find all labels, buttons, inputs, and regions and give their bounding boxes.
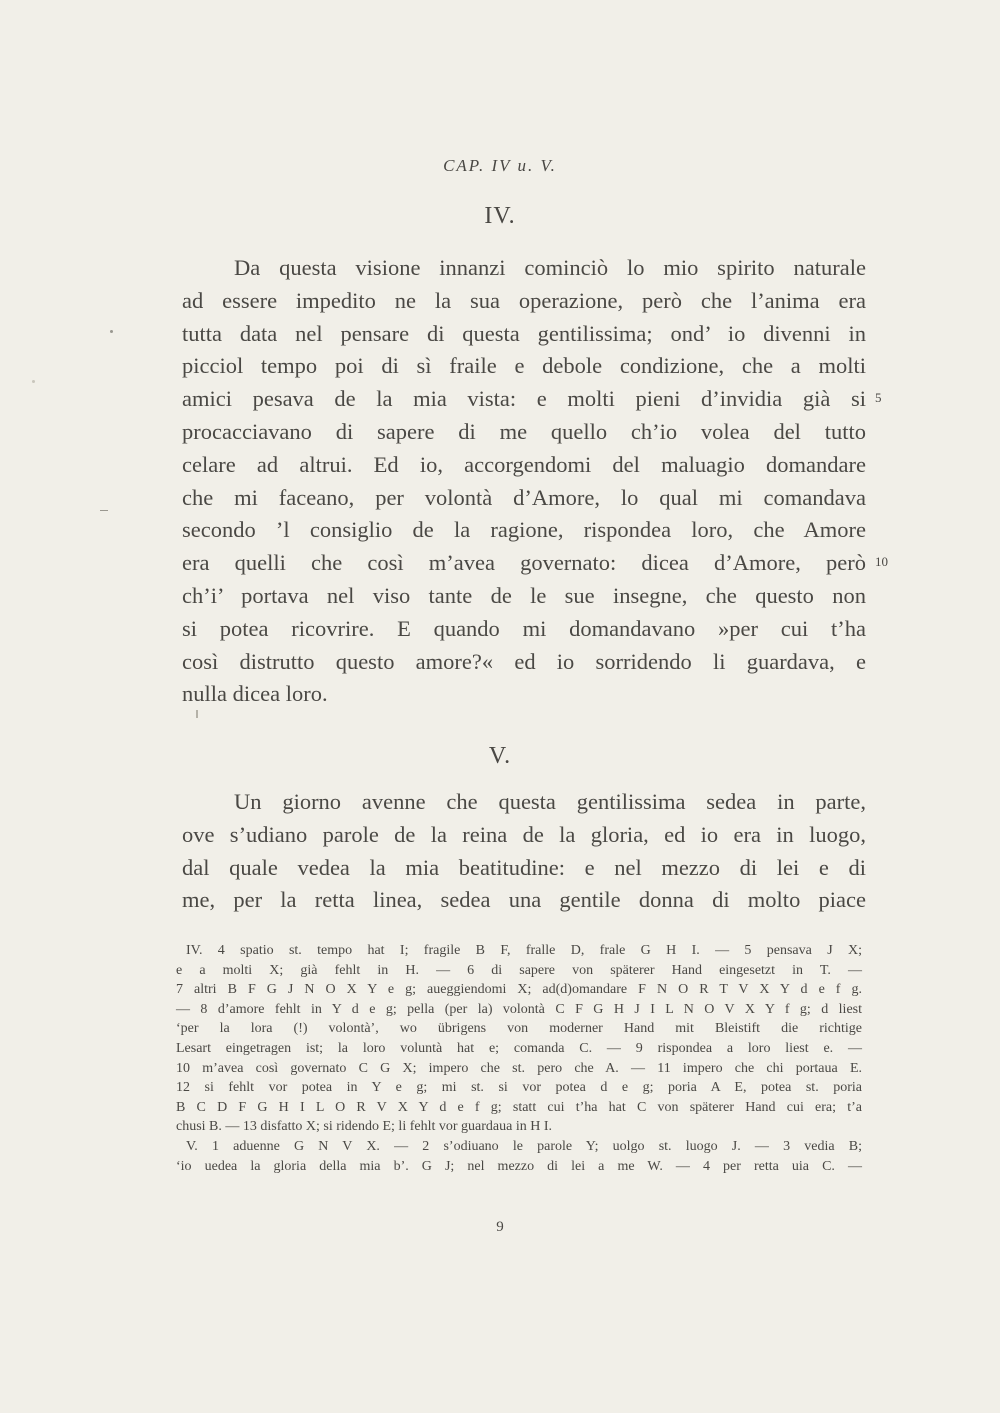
running-head: CAP. IV u. V. — [443, 156, 557, 175]
note-line: V. 1 aduenne G N V X. — 2 s’odiuano le parole Y; uolgo st. luogo J. — 3 vedia B; — [186, 1138, 862, 1154]
note-line: 10 m’avea così governato C G X; impero che st. pero che A. — 11 impero che chi portaua E. — [176, 1060, 862, 1076]
chapter-title-iv: IV. — [484, 203, 516, 229]
text-line: amici pesava de la mia vista: e molti pieni d’invidia già si — [182, 386, 866, 412]
text-line: me, per la retta linea, sedea una gentile donna di molto piace — [182, 887, 866, 913]
text-line: ad essere impedito ne la sua operazione, però che l’anima era — [182, 287, 866, 313]
note-line: B C D F G H I L O R V X Y d e f g; statt cui t’ha hat C von späterer Hand cui era; t’a — [176, 1099, 862, 1115]
chapter-v-text — [182, 786, 866, 917]
critical-apparatus — [176, 941, 862, 1176]
line-number: 10 — [875, 554, 888, 569]
note-line: ‘io uedea la gloria della mia b’. G J; nel mezzo di lei a me W. — 4 per retta uia C. — — [176, 1158, 862, 1174]
note-line: — 8 d’amore fehlt in Y d e g; pella (per la) volontà C F G H J I L N O V X Y f g; d liest — [176, 1001, 862, 1017]
text-line: procacciavano di sapere di me quello ch’io volea del tutto — [182, 418, 866, 444]
paper-speck — [32, 380, 35, 383]
text-line: celare ad altrui. Ed io, accorgendomi del maluagio domandare — [182, 451, 866, 477]
paper-speck — [196, 710, 198, 718]
line-number: 5 — [875, 390, 882, 405]
text-line: ch’i’ portava nel viso tante de le sue insegne, che questo non — [182, 582, 866, 608]
note-line: 12 si fehlt vor potea in Y e g; mi st. si vor potea d e g; poria A E, potea st. poria — [176, 1080, 862, 1096]
note-line: 7 altri B F G J N O X Y e g; aueggiendomi X; ad(d)omandare F N O R T V X Y d e f g. — [176, 982, 862, 998]
text-line: nulla dicea loro. — [182, 681, 328, 707]
text-line: secondo ’l consiglio de la ragione, rispondea loro, che Amore — [182, 517, 866, 543]
text-line: si potea ricovrire. E quando mi domandavano »per cui t’ha — [182, 615, 866, 641]
paper-speck — [100, 510, 108, 511]
paper-speck — [110, 330, 113, 333]
text-line: che mi faceano, per volontà d’Amore, lo qual mi comandava — [182, 484, 866, 510]
note-line: e a molti X; già fehlt in H. — 6 di sapere von späterer Hand eingesetzt in T. — — [176, 962, 862, 978]
chapter-iv-text — [182, 252, 866, 711]
note-line: chusi B. — 13 disfatto X; si ridendo E; li fehlt vor guardaua in H I. — [176, 1119, 552, 1135]
text-line: era quelli che così m’avea governato: dicea d’Amore, però — [182, 550, 866, 576]
text-line: così distrutto questo amore?« ed io sorridendo li guardava, e — [182, 648, 866, 674]
chapter-title-v: V. — [488, 743, 512, 769]
text-line: Da questa visione innanzi cominciò lo mio spirito naturale — [234, 255, 866, 280]
note-line: IV. 4 spatio st. tempo hat I; fragile B F, fralle D, frale G H I. — 5 pensava J X; — [186, 943, 862, 958]
note-line: Lesart eingetragen ist; la loro voluntà hat e; comanda C. — 9 rispondea a loro liest e. — — [176, 1040, 862, 1056]
text-line: ove s’udiano parole de la reina de la gloria, ed io era in luogo, — [182, 821, 866, 847]
text-line: dal quale vedea la mia beatitudine: e nel mezzo di lei e di — [182, 854, 866, 880]
text-line: Un giorno avenne che questa gentilissima sedea in parte, — [234, 789, 866, 814]
text-line: tutta data nel pensare di questa gentilissima; ond’ io divenni in — [182, 320, 866, 346]
note-line: ‘per la lora (!) volontà’, wo übrigens von moderner Hand mit Bleistift die richtige — [176, 1021, 862, 1037]
page-number: 9 — [496, 1219, 504, 1235]
text-line: picciol tempo poi di sì fraile e debole condizione, che a molti — [182, 353, 866, 379]
